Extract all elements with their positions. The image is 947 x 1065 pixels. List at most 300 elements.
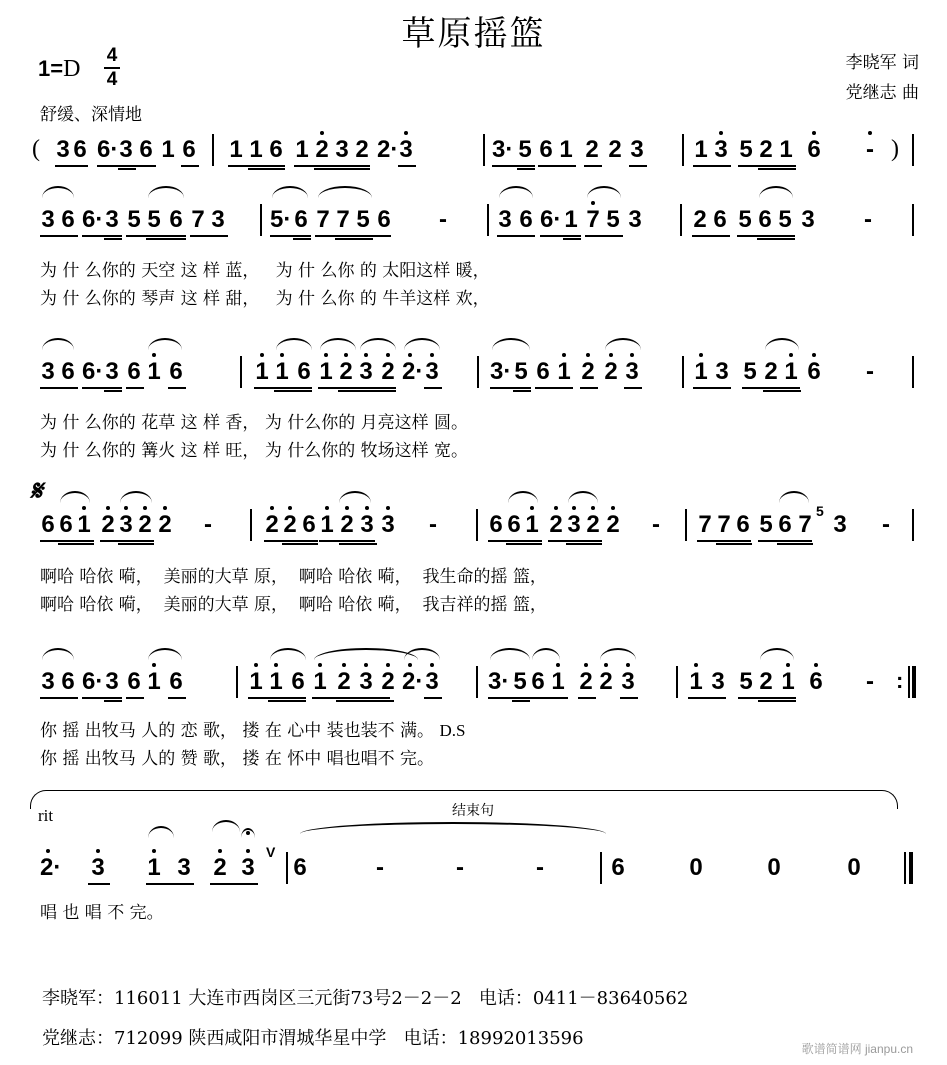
duration-underline	[585, 235, 623, 237]
note: 7	[698, 511, 712, 538]
high-octave-dot	[554, 506, 558, 510]
duration-underline	[138, 165, 156, 167]
slur	[42, 338, 74, 350]
dash-extension: -	[204, 511, 212, 538]
high-octave-dot	[609, 353, 613, 357]
slur	[42, 648, 74, 660]
duration-underline	[254, 387, 312, 389]
system-intro	[0, 130, 947, 180]
duration-underline	[497, 235, 535, 237]
high-octave-dot	[404, 131, 408, 135]
duration-underline	[693, 387, 731, 389]
note: 5	[514, 358, 528, 385]
note: 6	[294, 206, 308, 233]
high-octave-dot	[246, 849, 250, 853]
high-octave-dot	[789, 353, 793, 357]
slur	[42, 186, 74, 198]
note: 6	[736, 511, 750, 538]
slur	[148, 338, 182, 350]
note: 2·	[402, 360, 418, 384]
note: 6	[297, 358, 311, 385]
note: 6	[806, 138, 822, 162]
slur	[120, 491, 152, 503]
note: 2·	[402, 670, 418, 694]
note: 3	[566, 513, 582, 537]
lyric-line	[40, 716, 465, 741]
high-octave-dot	[386, 353, 390, 357]
slur	[320, 338, 356, 350]
note: 1	[693, 360, 709, 384]
high-octave-dot	[344, 353, 348, 357]
high-octave-dot	[254, 663, 258, 667]
lyric-text: 你 摇 出牧马 人的 恋 歌， 搂 在 心中 装也装不 满。	[40, 721, 435, 741]
high-octave-dot	[812, 131, 816, 135]
note: 1	[783, 360, 799, 384]
note: 2·	[377, 136, 399, 163]
high-octave-dot	[345, 506, 349, 510]
duration-underline	[566, 543, 602, 545]
high-octave-dot	[611, 506, 615, 510]
note: 6	[59, 511, 73, 538]
note: 0	[767, 854, 781, 881]
duration-underline	[268, 700, 306, 702]
note: 1	[319, 513, 335, 537]
slur	[272, 186, 308, 198]
note: 1	[779, 136, 793, 163]
duration-underline	[530, 697, 568, 699]
note: 3	[498, 206, 512, 233]
key-name: D	[63, 56, 81, 82]
note: 6	[127, 668, 141, 695]
ds-marking: D.S	[439, 721, 466, 740]
duration-underline	[274, 390, 312, 392]
note: 6	[507, 511, 521, 538]
note: 3·	[490, 358, 512, 385]
duration-underline	[190, 235, 228, 237]
note: 3	[628, 206, 642, 233]
note: 1	[524, 513, 540, 537]
note: 1	[146, 360, 162, 384]
slur	[760, 648, 794, 660]
contact-lyricist: 李晓军：116011 大连市西岗区三元街73号2－2－2 电话：0411－83640562	[42, 988, 689, 1009]
watermark: 歌谱简谱网 jianpu.cn	[801, 1042, 913, 1056]
note: 3	[833, 511, 847, 538]
duration-underline	[506, 543, 542, 545]
note: 7	[717, 511, 731, 538]
note: 7	[316, 206, 330, 233]
slur	[276, 338, 312, 350]
note: 3	[240, 856, 256, 880]
note: 1	[146, 856, 162, 880]
high-octave-dot	[430, 663, 434, 667]
dash-extension: -	[866, 668, 874, 695]
system-verse-b	[0, 352, 947, 402]
note: 3	[713, 138, 729, 162]
barline	[487, 204, 489, 236]
duration-underline	[126, 697, 144, 699]
duration-underline	[758, 700, 796, 702]
high-octave-dot	[320, 131, 324, 135]
barline	[260, 204, 262, 236]
slur	[270, 648, 306, 660]
note: 1	[76, 513, 92, 537]
note: 5	[518, 136, 532, 163]
duration-underline	[97, 165, 138, 167]
note: 3	[335, 136, 349, 163]
note: 3	[801, 206, 815, 233]
duration-underline	[118, 168, 136, 170]
high-octave-dot	[719, 131, 723, 135]
tempo-marking: 舒缓、深情地	[40, 105, 142, 125]
high-octave-dot	[260, 353, 264, 357]
slur	[148, 826, 174, 838]
high-octave-dot	[152, 353, 156, 357]
barline	[250, 509, 252, 541]
repeat-barline-thin	[908, 666, 910, 698]
note: 1	[694, 136, 708, 163]
note: 6	[808, 670, 824, 694]
high-octave-dot	[152, 663, 156, 667]
lyric-line: 你 摇 出牧马 人的 赞 歌， 搂 在 怀中 唱也唱不 完。	[40, 749, 435, 769]
high-octave-dot	[556, 663, 560, 667]
duration-underline	[513, 390, 531, 392]
note: 6	[519, 206, 533, 233]
note: 5	[739, 136, 753, 163]
note: 6	[127, 358, 141, 385]
note: 1	[249, 136, 263, 163]
note: 3	[41, 206, 55, 233]
duration-underline	[264, 540, 318, 542]
high-octave-dot	[274, 663, 278, 667]
dash-extension: -	[862, 138, 878, 162]
note: 1	[556, 360, 572, 384]
open-paren: (	[32, 136, 40, 162]
note: 3	[105, 358, 119, 385]
barline	[483, 134, 485, 166]
duration-underline	[488, 697, 530, 699]
note: 6	[291, 668, 305, 695]
slur	[508, 491, 538, 503]
note: 6	[302, 511, 316, 538]
system-ending	[0, 844, 947, 898]
barline	[912, 356, 914, 388]
note: 3	[358, 360, 374, 384]
duration-underline	[492, 165, 535, 167]
duration-underline	[318, 387, 396, 389]
duration-underline	[548, 540, 602, 542]
barline	[212, 134, 214, 166]
slur	[532, 648, 560, 660]
note: 2	[339, 513, 355, 537]
duration-underline	[319, 540, 375, 542]
slur	[490, 648, 530, 660]
duration-underline	[424, 697, 442, 699]
slur	[587, 186, 621, 198]
high-octave-dot	[288, 506, 292, 510]
duration-underline	[228, 165, 285, 167]
note: 2	[314, 138, 330, 162]
repeat-barline-thick	[912, 666, 916, 698]
duration-underline	[181, 165, 199, 167]
note: 3	[118, 513, 134, 537]
duration-underline	[100, 540, 154, 542]
duration-underline	[624, 387, 642, 389]
high-octave-dot	[324, 353, 328, 357]
note: 3	[359, 513, 375, 537]
duration-underline	[738, 697, 796, 699]
duration-underline	[584, 165, 602, 167]
duration-underline	[517, 168, 535, 170]
note: 7	[191, 206, 205, 233]
lyric-line: 为 什 么你的 花草 这 样 香， 为 什么你的 月亮这样 圆。	[40, 413, 469, 433]
note: 6	[758, 206, 772, 233]
high-octave-dot	[152, 849, 156, 853]
high-octave-dot	[626, 663, 630, 667]
duration-underline	[312, 697, 390, 699]
duration-underline	[716, 543, 752, 545]
barline	[286, 852, 288, 884]
note: 3	[105, 206, 119, 233]
high-octave-dot	[572, 506, 576, 510]
barline	[682, 134, 684, 166]
dash-extension: -	[864, 206, 872, 233]
barline	[912, 134, 914, 166]
note: 6	[377, 206, 391, 233]
note: 1	[254, 360, 270, 384]
note: 6·	[540, 206, 562, 233]
duration-underline	[248, 168, 285, 170]
duration-underline	[697, 540, 751, 542]
note: 6·	[82, 668, 104, 695]
fermata-icon	[241, 828, 255, 838]
slur	[300, 822, 606, 834]
note: 6	[73, 136, 87, 163]
note: 5	[743, 358, 757, 385]
ending-label: 结束句	[452, 803, 494, 819]
duration-underline	[168, 387, 186, 389]
note: 6	[778, 511, 792, 538]
high-octave-dot	[82, 506, 86, 510]
note: 5	[513, 668, 527, 695]
slur	[148, 648, 182, 660]
note: 3·	[488, 668, 510, 695]
note: 5	[738, 206, 752, 233]
duration-underline	[339, 543, 377, 545]
repeat-dots: :	[896, 668, 904, 693]
note: 2	[603, 360, 619, 384]
slur	[568, 491, 598, 503]
note: 5	[356, 206, 370, 233]
barline	[680, 204, 682, 236]
duration-underline	[104, 700, 122, 702]
note: 3	[380, 513, 396, 537]
duration-underline	[688, 697, 726, 699]
key-signature	[38, 56, 80, 83]
duration-underline	[314, 168, 370, 170]
duration-underline	[146, 238, 186, 240]
duration-underline	[40, 540, 94, 542]
note: 3	[41, 668, 55, 695]
lyric-line: 啊哈 哈依 嗬， 美丽的大草 原， 啊哈 哈依 嗬， 我吉祥的摇 篮，	[40, 595, 547, 615]
note: 3	[424, 670, 440, 694]
high-octave-dot	[586, 353, 590, 357]
note: 6	[169, 206, 183, 233]
slur	[600, 648, 636, 660]
note: 2	[693, 206, 707, 233]
note: 6	[61, 206, 75, 233]
note: 3·	[492, 136, 514, 163]
high-octave-dot	[270, 506, 274, 510]
note: 2	[355, 136, 369, 163]
high-octave-dot	[604, 663, 608, 667]
note: 6	[182, 136, 196, 163]
barline	[682, 356, 684, 388]
note: 2	[380, 360, 396, 384]
system-verse-a	[0, 200, 947, 250]
barline	[240, 356, 242, 388]
high-octave-dot	[106, 506, 110, 510]
note: 1	[161, 136, 175, 163]
note: 3	[630, 136, 644, 163]
note: 5	[778, 206, 792, 233]
high-octave-dot	[430, 353, 434, 357]
note: 2	[338, 360, 354, 384]
high-octave-dot	[408, 353, 412, 357]
note: 6	[536, 358, 550, 385]
barline	[477, 356, 479, 388]
note: 2	[282, 513, 298, 537]
high-octave-dot	[868, 131, 872, 135]
duration-underline	[742, 387, 800, 389]
high-octave-dot	[124, 506, 128, 510]
note: 1	[229, 136, 243, 163]
note: 1	[318, 360, 334, 384]
duration-underline	[757, 238, 795, 240]
duration-underline	[336, 700, 394, 702]
duration-underline	[777, 543, 813, 545]
note: 5	[606, 206, 620, 233]
note: 3	[711, 668, 725, 695]
duration-underline	[490, 387, 531, 389]
key-label: 1=	[38, 56, 64, 81]
note: 5	[127, 206, 141, 233]
high-octave-dot	[163, 506, 167, 510]
high-octave-dot	[584, 663, 588, 667]
note: 2	[336, 670, 352, 694]
note: 5	[147, 206, 161, 233]
note: 6	[61, 358, 75, 385]
note: 3	[624, 360, 640, 384]
note: 2	[585, 513, 601, 537]
note: 3	[211, 206, 225, 233]
note: 6	[169, 668, 183, 695]
duration-underline	[540, 235, 581, 237]
duration-underline	[424, 387, 442, 389]
barline	[476, 509, 478, 541]
duration-underline	[620, 697, 638, 699]
note: 2	[548, 513, 564, 537]
note: 5·	[270, 206, 292, 233]
duration-underline	[82, 235, 122, 237]
duration-underline	[738, 165, 796, 167]
note: 1	[268, 670, 284, 694]
high-octave-dot	[342, 663, 346, 667]
high-octave-dot	[699, 353, 703, 357]
note: 3	[398, 138, 414, 162]
note: 2	[759, 136, 773, 163]
note: 1	[146, 670, 162, 694]
time-sig-bottom: 4	[106, 69, 118, 90]
duration-underline	[758, 540, 812, 542]
slur	[314, 648, 418, 660]
barline	[685, 509, 687, 541]
duration-underline	[693, 165, 731, 167]
high-octave-dot	[386, 506, 390, 510]
dash-extension: -	[439, 206, 447, 233]
duration-underline	[538, 165, 576, 167]
note: 6	[531, 668, 545, 695]
note: 2	[380, 670, 396, 694]
note: 6	[611, 854, 625, 881]
note: 2	[605, 513, 621, 537]
note: 6·	[82, 358, 104, 385]
barline	[676, 666, 678, 698]
note: 1	[550, 670, 566, 694]
note: 1	[274, 360, 290, 384]
note: 2	[580, 360, 596, 384]
duration-underline	[40, 387, 78, 389]
duration-underline	[82, 387, 122, 389]
note: 1	[248, 670, 264, 694]
dash-extension: -	[866, 358, 874, 385]
duration-underline	[210, 883, 258, 885]
final-barline-thin	[904, 852, 906, 884]
barline	[600, 852, 602, 884]
high-octave-dot	[386, 663, 390, 667]
note: 0	[847, 854, 861, 881]
song-title: 草原摇篮	[401, 14, 546, 54]
note: 2	[764, 358, 778, 385]
duration-underline	[55, 165, 88, 167]
barline	[236, 666, 238, 698]
duration-underline	[58, 543, 94, 545]
note: 6	[713, 206, 727, 233]
high-octave-dot	[364, 663, 368, 667]
note: 2	[157, 513, 173, 537]
slur	[148, 186, 184, 198]
slur	[318, 186, 372, 198]
note: 2	[212, 856, 228, 880]
note: 6·	[82, 206, 104, 233]
contact-composer: 党继志：712099 陕西咸阳市渭城华星中学 电话：18992013596	[42, 1028, 584, 1049]
grace-note: 5	[816, 503, 824, 519]
note: 3	[41, 358, 55, 385]
time-signature	[104, 46, 120, 90]
duration-underline	[118, 543, 154, 545]
duration-underline	[758, 168, 796, 170]
note: 1	[688, 670, 704, 694]
duration-underline	[294, 165, 370, 167]
note: 6	[293, 854, 307, 881]
high-octave-dot	[280, 353, 284, 357]
breath-mark: V	[266, 844, 276, 860]
duration-underline	[168, 697, 186, 699]
system-chorus-a	[0, 505, 947, 555]
duration-underline	[282, 543, 318, 545]
dash-extension: -	[456, 854, 464, 881]
close-paren: )	[891, 136, 899, 162]
high-octave-dot	[530, 506, 534, 510]
